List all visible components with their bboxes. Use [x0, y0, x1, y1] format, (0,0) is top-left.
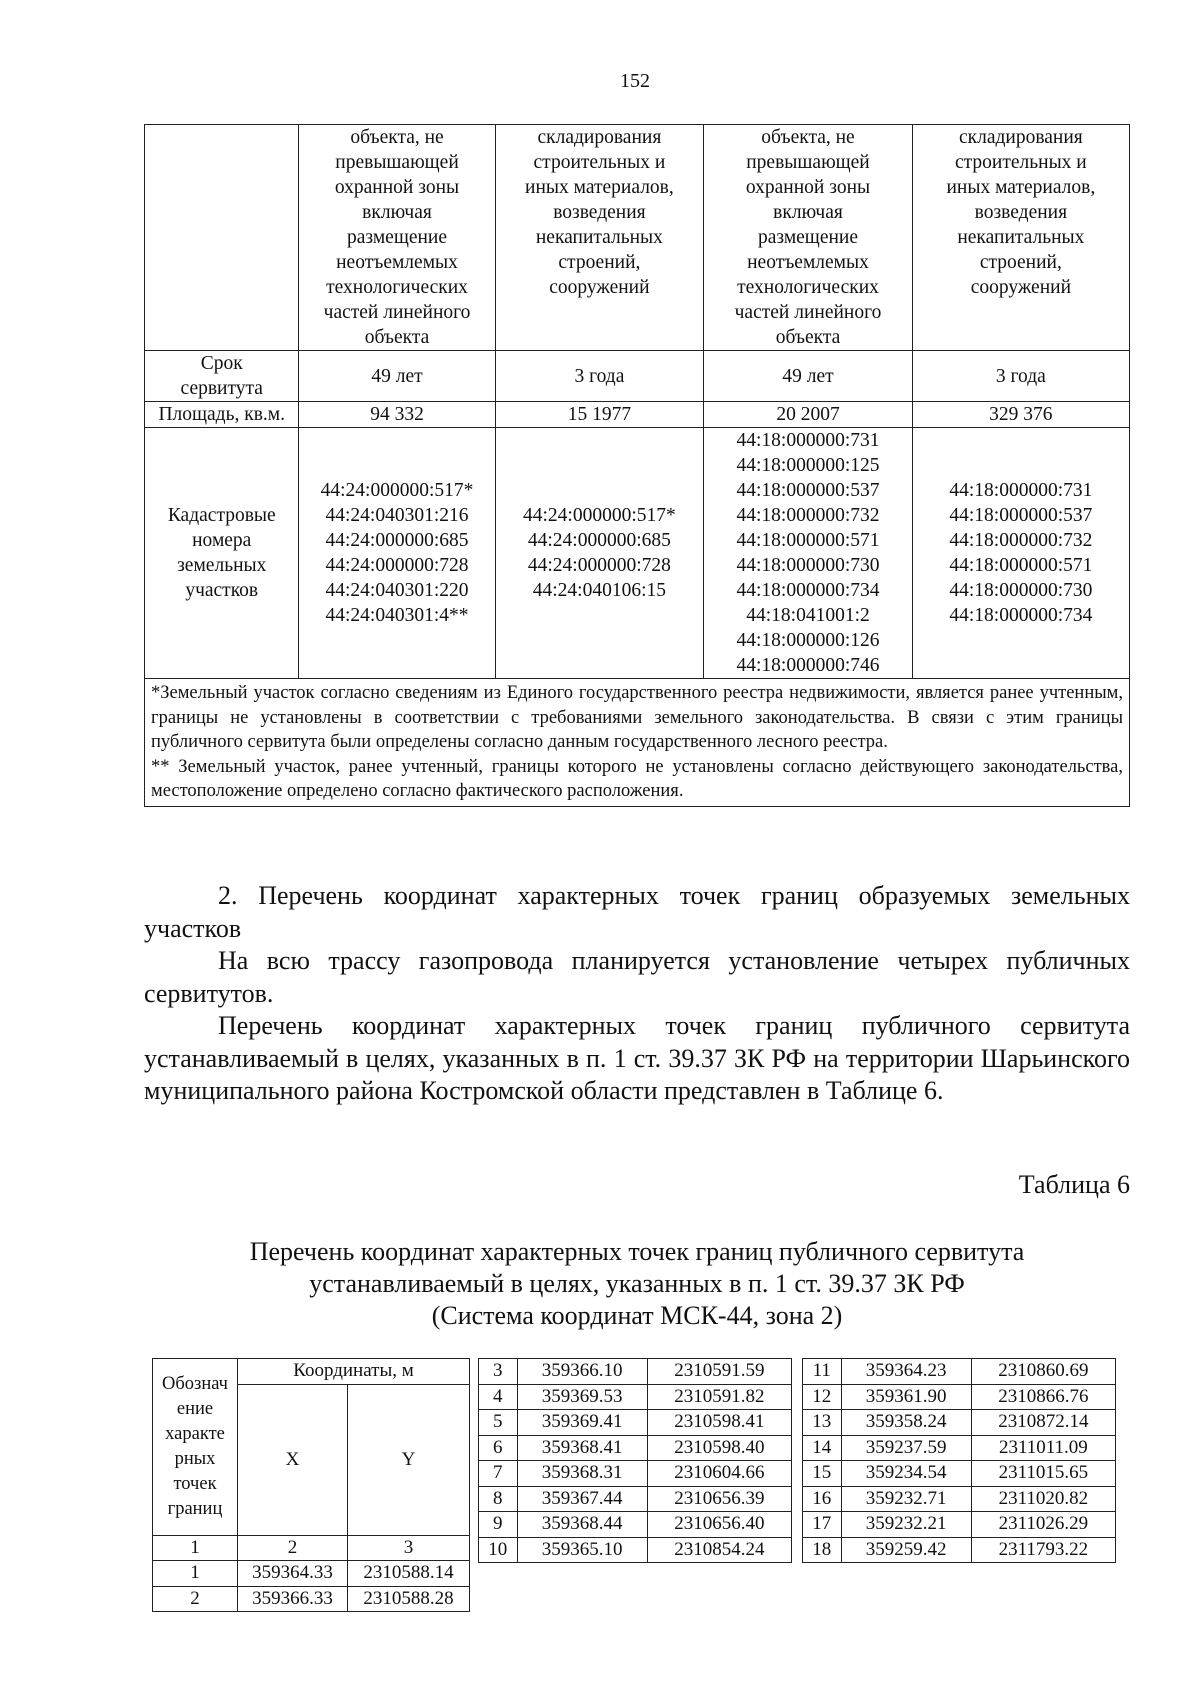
coordinates-table-part-2 — [478, 1358, 792, 1563]
text-line: сооружений — [549, 277, 650, 298]
paragraph: На всю трассу газопровода планируется установление четырех публичных сервитутов. — [144, 946, 1130, 1008]
point-number: 14 — [803, 1435, 842, 1461]
text-line: Кадастровые — [167, 505, 276, 526]
coordinate-row — [803, 1461, 1116, 1487]
cadastral-numbers — [495, 428, 704, 679]
point-number: 16 — [803, 1486, 842, 1512]
text-line: размещение — [347, 227, 448, 248]
text-line: 44:24:040106:15 — [532, 580, 667, 601]
x-value: 359234.54 — [841, 1461, 971, 1487]
text-line: 44:18:041001:2 — [746, 605, 870, 626]
point-number: 1 — [153, 1561, 238, 1587]
coordinate-row — [153, 1586, 470, 1612]
text-line: Обознач — [161, 1373, 228, 1394]
x-value: 359365.10 — [517, 1537, 647, 1563]
cadastral-numbers — [299, 428, 495, 679]
y-value: 2310872.14 — [971, 1410, 1115, 1436]
coordinate-row — [479, 1410, 792, 1436]
purpose-cell — [912, 125, 1129, 351]
cadastral-numbers — [704, 428, 912, 679]
text-line: возведения — [974, 202, 1068, 223]
point-number: 5 — [479, 1410, 518, 1436]
table-title-line: Перечень координат характерных точек границ публичного сервитута — [249, 1237, 1025, 1266]
y-value: 2310598.40 — [647, 1435, 791, 1461]
point-number: 9 — [479, 1512, 518, 1538]
footnotes — [145, 679, 1130, 807]
text-line: включая — [773, 202, 843, 223]
column-number: 1 — [153, 1535, 238, 1561]
text-line: складирования — [537, 127, 662, 148]
text-line: 44:18:000000:571 — [949, 555, 1093, 576]
coordinate-row — [803, 1384, 1116, 1410]
x-value: 359368.41 — [517, 1435, 647, 1461]
coordinates-header: Координаты, м — [238, 1359, 470, 1385]
text-line: технологических — [737, 277, 879, 298]
area-value: 329 376 — [912, 402, 1129, 428]
x-value: 359232.71 — [841, 1486, 971, 1512]
coordinate-row — [803, 1512, 1116, 1538]
text-line: 44:24:000000:517* — [523, 505, 676, 526]
coordinate-row — [479, 1486, 792, 1512]
x-value: 359361.90 — [841, 1384, 971, 1410]
table-caption: Таблица 6 — [1018, 1170, 1130, 1199]
coordinate-row — [479, 1537, 792, 1563]
column-number: 2 — [238, 1535, 348, 1561]
text-line: ение — [176, 1398, 214, 1419]
text-line: 44:24:000000:517* — [320, 480, 474, 501]
text-line: характе — [165, 1423, 225, 1444]
coordinate-row — [803, 1410, 1116, 1436]
text-line: земельных — [177, 555, 267, 576]
text-line: 44:24:000000:728 — [325, 555, 469, 576]
servitude-table — [144, 124, 1130, 807]
text-line: неотъемлемых — [747, 252, 869, 273]
text-line: 44:24:000000:728 — [527, 555, 671, 576]
cadastral-label — [145, 428, 299, 679]
y-value: 2310604.66 — [647, 1461, 791, 1487]
text-line: границ — [167, 1498, 223, 1519]
area-value: 15 1977 — [495, 402, 704, 428]
x-header: X — [238, 1384, 348, 1535]
text-line: частей линейного — [734, 302, 882, 323]
text-line: включая — [362, 202, 432, 223]
y-value: 2310656.40 — [647, 1512, 791, 1538]
term-label — [145, 351, 299, 402]
designation-header — [153, 1359, 238, 1536]
text-line: 44:24:000000:685 — [325, 530, 469, 551]
text-line: 44:24:040301:220 — [325, 580, 469, 601]
text-line: 44:18:000000:732 — [736, 505, 880, 526]
text-line: 44:18:000000:730 — [949, 580, 1093, 601]
y-value: 2310866.76 — [971, 1384, 1115, 1410]
point-number: 6 — [479, 1435, 518, 1461]
text-line: 44:18:000000:571 — [736, 530, 880, 551]
coordinate-row — [479, 1384, 792, 1410]
y-value: 2310656.39 — [647, 1486, 791, 1512]
purpose-label-cell — [145, 125, 299, 351]
point-number: 7 — [479, 1461, 518, 1487]
point-number: 15 — [803, 1461, 842, 1487]
text-line: иных материалов, — [946, 177, 1096, 198]
coordinate-row — [803, 1359, 1116, 1385]
cadastral-numbers — [912, 428, 1129, 679]
x-value: 359367.44 — [517, 1486, 647, 1512]
column-number: 3 — [348, 1535, 470, 1561]
y-value: 2310588.14 — [348, 1561, 470, 1587]
point-number: 4 — [479, 1384, 518, 1410]
point-number: 13 — [803, 1410, 842, 1436]
text-line: 44:18:000000:732 — [949, 530, 1093, 551]
term-label-line: Срок — [200, 353, 243, 374]
text-line: иных материалов, — [525, 177, 674, 198]
text-line: участков — [185, 580, 259, 601]
point-number: 18 — [803, 1537, 842, 1563]
y-value: 2310591.59 — [647, 1359, 791, 1385]
section-heading: 2. Перечень координат характерных точек границ образуемых земельных участков — [144, 881, 1130, 943]
x-value: 359237.59 — [841, 1435, 971, 1461]
text-line: частей линейного — [323, 302, 471, 323]
term-value: 49 лет — [299, 351, 495, 402]
text-line: строений, — [979, 252, 1062, 273]
x-value: 359368.44 — [517, 1512, 647, 1538]
text-line: 44:18:000000:734 — [736, 580, 880, 601]
x-value: 359364.23 — [841, 1359, 971, 1385]
section-2 — [144, 880, 1130, 1108]
text-line: 44:18:000000:746 — [736, 655, 880, 676]
text-line: 44:18:000000:537 — [736, 480, 880, 501]
header-row — [153, 1359, 470, 1385]
coordinate-row — [803, 1537, 1116, 1563]
page-number: 152 — [620, 70, 650, 92]
cadastral-row — [145, 428, 1130, 679]
text-line: превышающей — [746, 152, 870, 173]
text-line: строительных и — [954, 152, 1087, 173]
x-value: 359366.10 — [517, 1359, 647, 1385]
text-line: возведения — [553, 202, 646, 223]
text-line: 44:18:000000:126 — [736, 630, 880, 651]
text-line: 44:18:000000:537 — [949, 505, 1093, 526]
point-number: 3 — [479, 1359, 518, 1385]
text-line: точек — [173, 1473, 217, 1494]
y-value: 2310860.69 — [971, 1359, 1115, 1385]
text-line: некапитальных — [535, 227, 663, 248]
y-header: Y — [348, 1384, 470, 1535]
coordinate-row — [479, 1461, 792, 1487]
coordinate-row — [479, 1359, 792, 1385]
text-line: 44:24:040301:216 — [325, 505, 469, 526]
y-value: 2310854.24 — [647, 1537, 791, 1563]
area-value: 94 332 — [299, 402, 495, 428]
text-line: 44:18:000000:125 — [736, 455, 880, 476]
coordinate-row — [153, 1561, 470, 1587]
point-number: 11 — [803, 1359, 842, 1385]
y-value: 2310598.41 — [647, 1410, 791, 1436]
area-label: Площадь, кв.м. — [145, 402, 299, 428]
text-line: охранной зоны — [745, 177, 871, 198]
text-line: объекта, не — [350, 127, 444, 148]
coordinate-row — [803, 1435, 1116, 1461]
text-line: 44:24:040301:4** — [325, 605, 469, 626]
x-value: 359368.31 — [517, 1461, 647, 1487]
text-line: объекта — [775, 327, 841, 348]
x-value: 359364.33 — [238, 1561, 348, 1587]
term-row — [145, 351, 1130, 402]
point-number: 12 — [803, 1384, 842, 1410]
paragraph: Перечень координат характерных точек границ публичного сервитута устанавливаемый в целях, указанных в п. 1 ст. 39.37 ЗК РФ на территории Шарьинского муниципального района Костромской области представлен в Таблице 6. — [144, 1011, 1130, 1105]
term-value: 3 года — [912, 351, 1129, 402]
text-line: 44:24:000000:685 — [527, 530, 671, 551]
y-value: 2310591.82 — [647, 1384, 791, 1410]
coordinates-table-part-3 — [802, 1358, 1116, 1563]
text-line: технологических — [326, 277, 468, 298]
x-value: 359366.33 — [238, 1586, 348, 1612]
text-line: объекта, не — [761, 127, 855, 148]
text-line: 44:18:000000:731 — [736, 430, 880, 451]
x-value: 359259.42 — [841, 1537, 971, 1563]
text-line: 44:18:000000:731 — [949, 480, 1093, 501]
text-line: объекта — [364, 327, 430, 348]
point-number: 10 — [479, 1537, 518, 1563]
text-line: строительных и — [533, 152, 666, 173]
table-title — [144, 1236, 1130, 1332]
point-number: 2 — [153, 1586, 238, 1612]
x-value: 359369.53 — [517, 1384, 647, 1410]
y-value: 2311026.29 — [971, 1512, 1115, 1538]
y-value: 2311015.65 — [971, 1461, 1115, 1487]
text-line: номера — [192, 530, 252, 551]
text-line: превышающей — [335, 152, 459, 173]
point-number: 17 — [803, 1512, 842, 1538]
area-row — [145, 402, 1130, 428]
coordinate-row — [479, 1435, 792, 1461]
text-line: 44:18:000000:734 — [949, 605, 1093, 626]
purpose-row — [145, 125, 1130, 351]
coordinate-row — [479, 1512, 792, 1538]
table-title-line: устанавливаемый в целях, указанных в п. 1 ст. 39.37 ЗК РФ — [309, 1269, 965, 1298]
x-value: 359232.21 — [841, 1512, 971, 1538]
area-value: 20 2007 — [704, 402, 912, 428]
y-value: 2311020.82 — [971, 1486, 1115, 1512]
x-value: 359358.24 — [841, 1410, 971, 1436]
y-value: 2311793.22 — [971, 1537, 1115, 1563]
text-line: охранной зоны — [334, 177, 460, 198]
table-title-line: (Система координат МСК-44, зона 2) — [431, 1301, 843, 1330]
purpose-cell — [299, 125, 495, 351]
text-line: складирования — [958, 127, 1083, 148]
coordinate-row — [803, 1486, 1116, 1512]
footnote-1: *Земельный участок согласно сведениям из Единого государственного реестра недвижимости, является ранее учтенным, границы не установлены в соответствии с требованиями земельного законодательства. В связи с этим границы публичного сервитута были определены согласно данным государственного лесного реестра. — [151, 683, 1123, 752]
text-line: размещение — [757, 227, 859, 248]
column-number-row — [153, 1535, 470, 1561]
x-value: 359369.41 — [517, 1410, 647, 1436]
notes-row — [145, 679, 1130, 807]
text-line: некапитальных — [957, 227, 1085, 248]
text-line: рных — [174, 1448, 216, 1469]
text-line: 44:18:000000:730 — [736, 555, 880, 576]
point-number: 8 — [479, 1486, 518, 1512]
purpose-cell — [704, 125, 912, 351]
text-line: сооружений — [970, 277, 1072, 298]
y-value: 2310588.28 — [348, 1586, 470, 1612]
term-value: 3 года — [495, 351, 704, 402]
footnote-2: ** Земельный участок, ранее учтенный, границы которого не установлены согласно действующего законодательства, местоположение определено согласно фактического расположения. — [151, 756, 1123, 801]
y-value: 2311011.09 — [971, 1435, 1115, 1461]
coordinates-table-part-1 — [152, 1358, 470, 1612]
text-line: неотъемлемых — [336, 252, 458, 273]
term-label-line: сервитута — [180, 378, 263, 399]
purpose-cell — [495, 125, 704, 351]
text-line: строений, — [558, 252, 641, 273]
term-value: 49 лет — [704, 351, 912, 402]
